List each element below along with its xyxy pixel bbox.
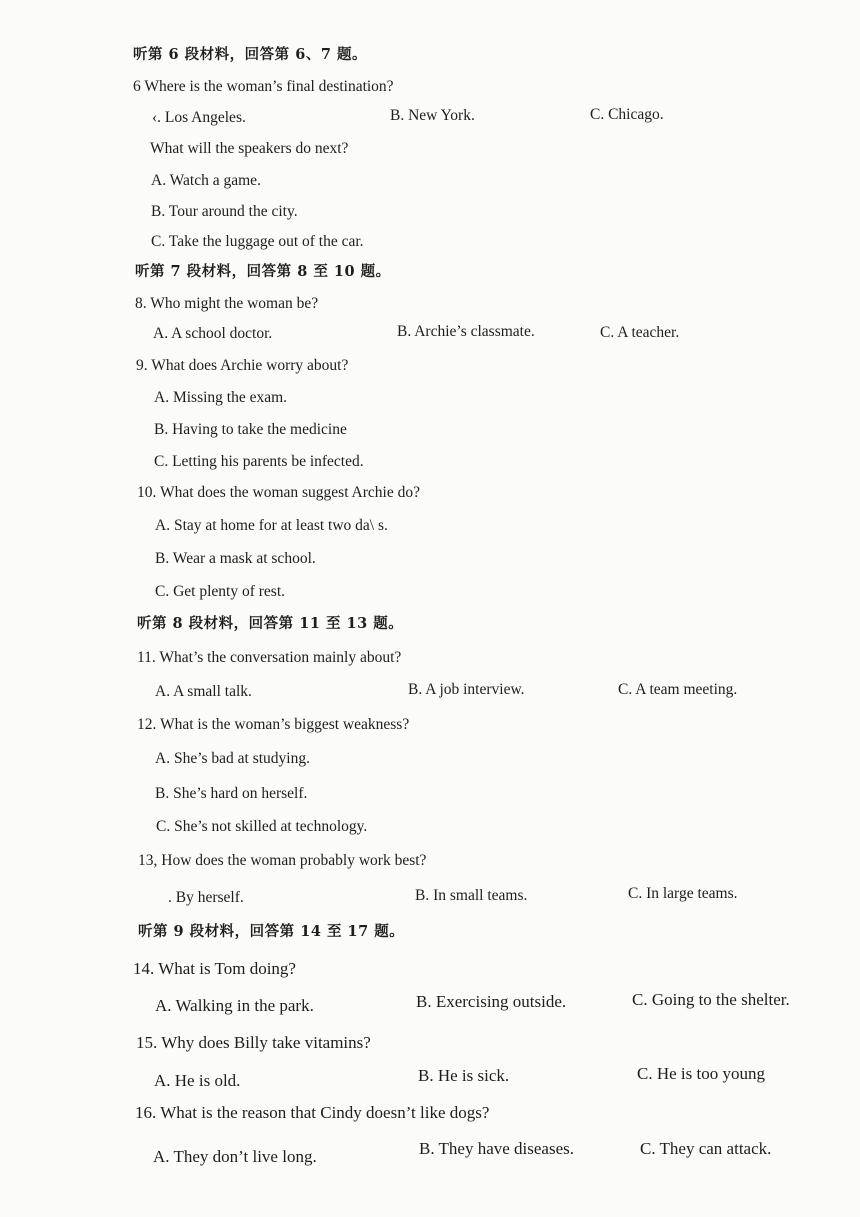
option-b: B. He is sick. bbox=[418, 1066, 510, 1085]
option-a: A. Walking in the park. bbox=[155, 996, 314, 1015]
question-stem: 6 Where is the woman’s final destination? bbox=[133, 78, 394, 95]
option-c: C. A teacher. bbox=[600, 324, 680, 341]
option-c: C. He is too young bbox=[637, 1064, 765, 1083]
option-c: C. Take the luggage out of the car. bbox=[151, 233, 364, 250]
option-b: B. A job interview. bbox=[408, 681, 525, 698]
option-a: A. A school doctor. bbox=[153, 325, 273, 342]
option-a: ‹. Los Angeles. bbox=[152, 109, 246, 126]
option-a: A. She’s bad at studying. bbox=[155, 750, 310, 767]
question-stem: 15. Why does Billy take vitamins? bbox=[136, 1033, 371, 1052]
question-stem: What will the speakers do next? bbox=[150, 140, 349, 157]
option-a: A. Watch a game. bbox=[151, 172, 261, 189]
option-a: A. A small talk. bbox=[155, 683, 252, 700]
question-stem: 14. What is Tom doing? bbox=[133, 959, 296, 978]
option-b: B. Having to take the medicine bbox=[154, 421, 347, 438]
option-c: C. In large teams. bbox=[628, 885, 738, 902]
option-b: B. Exercising outside. bbox=[416, 992, 567, 1011]
option-c: C. She’s not skilled at technology. bbox=[156, 818, 368, 835]
question-stem: 13, How does the woman probably work best? bbox=[138, 852, 427, 869]
option-b: B. New York. bbox=[390, 107, 475, 124]
question-stem: 11. What’s the conversation mainly about? bbox=[137, 649, 402, 666]
option-b: B. Archie’s classmate. bbox=[397, 323, 535, 340]
option-c: C. Letting his parents be infected. bbox=[154, 453, 364, 470]
option-b: B. Tour around the city. bbox=[151, 203, 298, 220]
option-b: B. Wear a mask at school. bbox=[155, 550, 316, 567]
option-c: C. They can attack. bbox=[640, 1139, 772, 1158]
question-stem: 9. What does Archie worry about? bbox=[136, 357, 349, 374]
option-b: B. She’s hard on herself. bbox=[155, 785, 308, 802]
option-a: A. They don’t live long. bbox=[153, 1147, 317, 1166]
section-header: 听第 6 段材料，回答第 6、7 题。 bbox=[133, 46, 367, 63]
option-c: C. Get plenty of rest. bbox=[155, 583, 286, 600]
question-stem: 10. What does the woman suggest Archie do? bbox=[137, 484, 420, 501]
question-stem: 8. Who might the woman be? bbox=[135, 295, 319, 312]
question-stem: 16. What is the reason that Cindy doesn’t like dogs? bbox=[135, 1103, 490, 1122]
option-a: A. Missing the exam. bbox=[154, 389, 288, 406]
option-a: A. He is old. bbox=[154, 1071, 241, 1090]
option-a: . By herself. bbox=[168, 889, 244, 906]
option-b: B. In small teams. bbox=[415, 887, 528, 904]
section-header: 听第 7 段材料，回答第 8 至 10 题。 bbox=[135, 263, 391, 280]
section-header: 听第 8 段材料，回答第 11 至 13 题。 bbox=[137, 615, 404, 632]
option-c: C. Chicago. bbox=[590, 106, 664, 123]
option-a: A. Stay at home for at least two da\ s. bbox=[155, 517, 388, 534]
section-header: 听第 9 段材料，回答第 14 至 17 题。 bbox=[138, 923, 405, 940]
question-stem: 12. What is the woman’s biggest weakness? bbox=[137, 716, 410, 733]
option-c: C. A team meeting. bbox=[618, 681, 738, 698]
option-b: B. They have diseases. bbox=[419, 1139, 575, 1158]
option-c: C. Going to the shelter. bbox=[632, 990, 790, 1009]
